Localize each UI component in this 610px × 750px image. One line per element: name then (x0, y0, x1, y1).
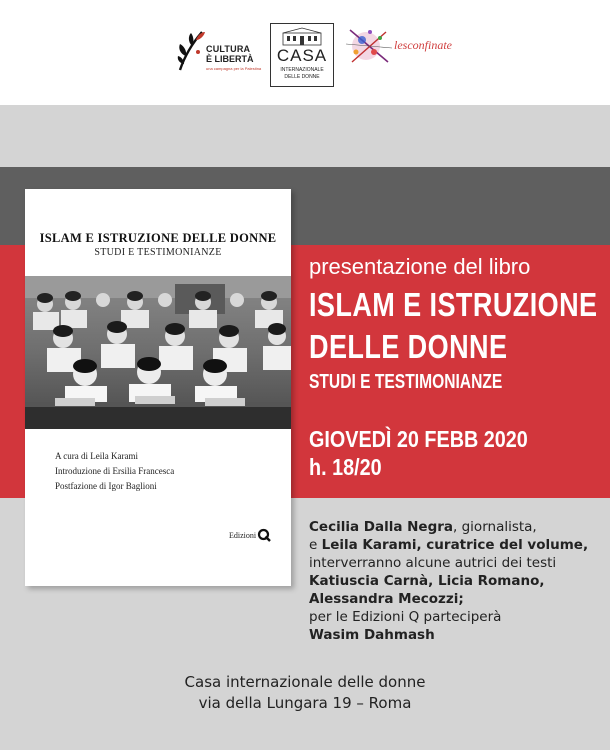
olive-branch-icon (176, 26, 208, 76)
venue-address: via della Lungara 19 – Roma (198, 694, 412, 712)
book-credit-intro: Introduzione di Ersilia Francesca (55, 466, 175, 476)
book-credit-editor: A cura di Leila Karami (55, 451, 138, 461)
presentation-label: presentazione del libro (309, 254, 531, 279)
classroom-photo (25, 276, 291, 429)
book-cover (25, 189, 291, 586)
cultura-text: CULTURA (206, 44, 251, 54)
book-title: ISLAM E ISTRUZIONE DELLE DONNE (39, 231, 277, 245)
light-gray-band (0, 105, 610, 167)
casa-sub2: DELLE DONNE (284, 74, 320, 80)
lesconfinate-text: lesconfinate (394, 38, 452, 52)
event-date: GIOVEDÌ 20 FEBB 2020 (309, 426, 528, 452)
casa-sub1: INTERNAZIONALE (280, 67, 324, 73)
casa-title: CASA (276, 46, 328, 65)
book-credit-afterword: Postfazione di Igor Baglioni (55, 481, 157, 491)
speaker-name-1: Cecilia Dalla Negra (309, 519, 454, 535)
desc-line-1: Cecilia Dalla Negra, giornalista, (309, 519, 537, 535)
lesconfinate-logo (344, 22, 468, 72)
cultura-tagline: una campagna per la Palestina (206, 66, 262, 71)
liberta-text: È LIBERTÀ (206, 54, 254, 64)
book-publisher: Edizioni (229, 531, 257, 540)
event-title-line2: DELLE DONNE (309, 328, 508, 365)
event-title-line1: ISLAM E ISTRUZIONE (309, 286, 598, 323)
desc-line-2: e Leila Karami, curatrice del volume, (309, 537, 589, 553)
venue-name: Casa internazionale delle donne (184, 673, 426, 691)
desc-line-4: Katiuscia Carnà, Licia Romano, (309, 573, 545, 589)
book-subtitle: STUDI E TESTIMONIANZE (94, 247, 222, 258)
event-time: h. 18/20 (309, 454, 382, 480)
publisher-q-icon (257, 528, 271, 542)
speaker-name-2: Leila Karami, curatrice del volume, (321, 537, 589, 553)
casa-internazionale-logo (270, 23, 334, 87)
desc-line-7: Wasim Dahmash (309, 627, 435, 643)
cultura-liberta-logo (176, 22, 262, 82)
desc-line-6: per le Edizioni Q parteciperà (309, 609, 502, 625)
desc-line-3: interverranno alcune autrici dei testi (309, 555, 557, 571)
event-subtitle: STUDI E TESTIMONIANZE (309, 371, 503, 393)
desc-line-5: Alessandra Mecozzi; (309, 591, 464, 607)
building-icon (271, 27, 333, 47)
